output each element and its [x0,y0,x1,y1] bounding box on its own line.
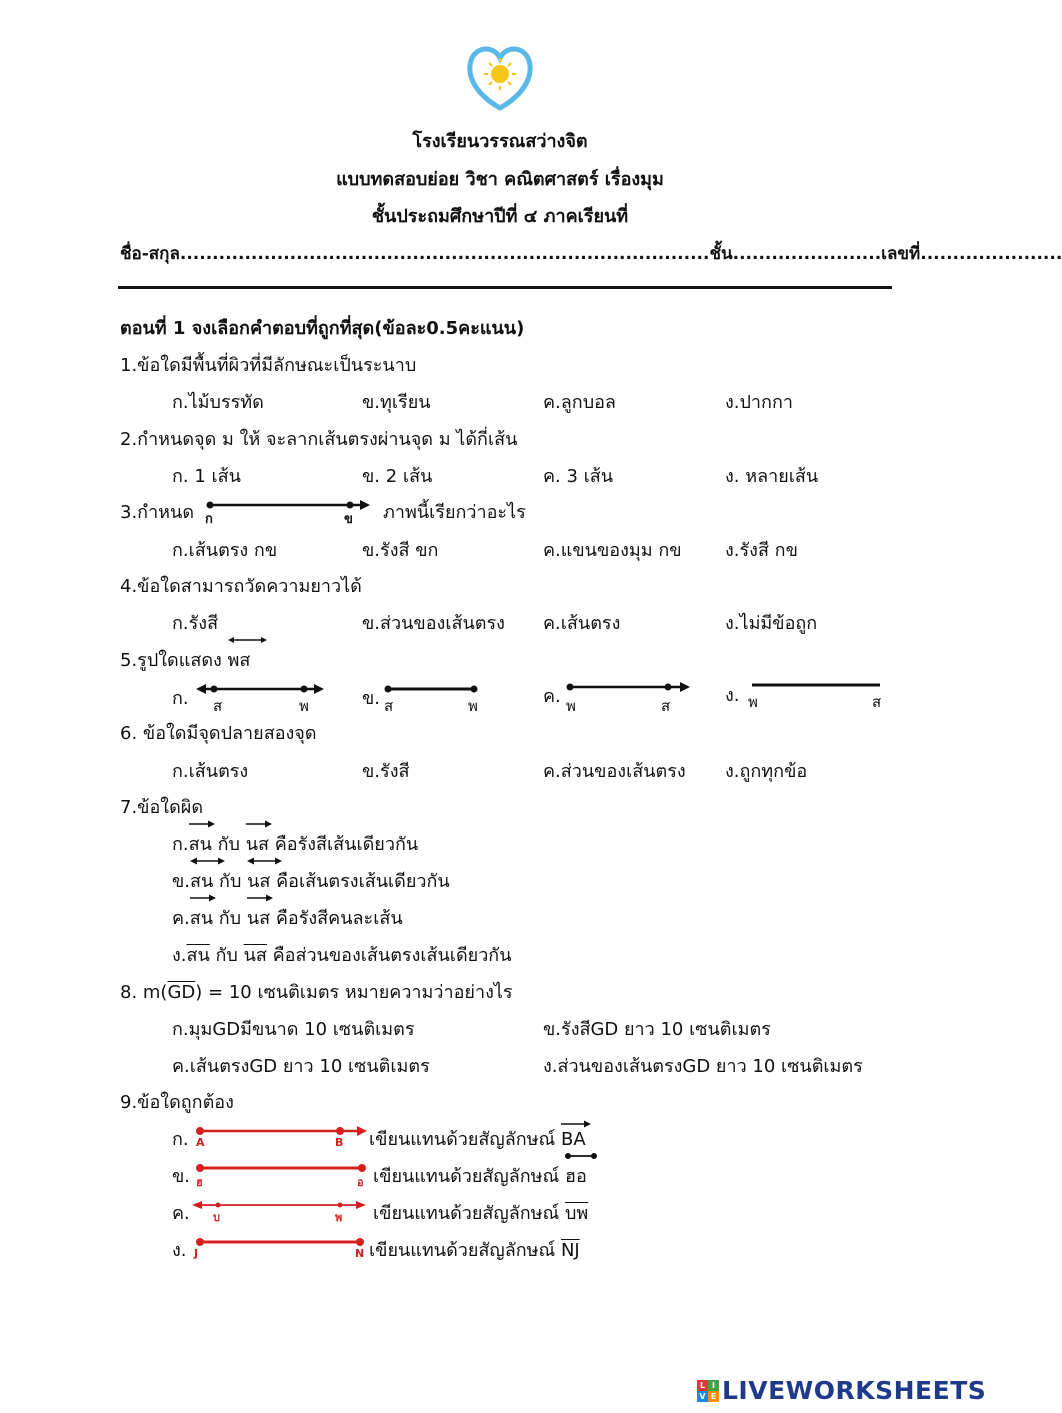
q9-b-point-2: อ [357,1176,364,1189]
q7-a-ray-2: นส [246,829,269,858]
q3-option-b[interactable]: ข.รังสี ขก [362,540,439,561]
q9-a-point-2: B [335,1136,344,1149]
question-1: 1.ข้อใดมีพื้นที่ผิวที่มีลักษณะเป็นระนาบ [120,355,417,376]
school-name: โรงเรียนวรรณสว่างจิต [412,131,588,152]
class-field[interactable]: ....................... [732,244,882,264]
q7-d-segment-2: นส [243,945,267,966]
class-label: ชั้น [709,244,733,264]
q5-a-point-2: พ [299,697,309,715]
question-4: 4.ข้อใดสามารถวัดความยาวได้ [120,576,362,597]
q8-option-b[interactable]: ข.รังสีGD ยาว 10 เซนติเมตร [543,1019,771,1040]
q4-option-b[interactable]: ข.ส่วนของเส้นตรง [362,613,505,634]
q9-d-point-2: N [355,1247,365,1260]
q5-c-point-2: ส [661,697,671,715]
q6-option-c[interactable]: ค.ส่วนของเส้นตรง [543,761,686,782]
q5-option-a-label[interactable]: ก. [172,688,189,709]
q9-option-d-label[interactable]: ง. [172,1240,187,1261]
ray-arrow-icon [246,819,272,829]
q7-b-line-2: นส [247,866,270,895]
liveworksheets-brand: LIVEWORKSHEETS [722,1376,987,1405]
q7-option-c[interactable]: ค. สน กับ นส คือรังสีคนละเส้น [172,903,403,932]
q9-d-segment-symbol: $\overline{NJ}$ [560,1240,580,1261]
q1-option-c[interactable]: ค.ลูกบอล [543,392,616,413]
q8-segment-symbol: $\overline{GD}$ [167,982,196,1003]
segment-dots-icon [565,1151,597,1161]
q5-b-point-1: ส [384,697,394,715]
q8-option-d[interactable]: ง.ส่วนของเส้นตรงGD ยาว 10 เซนติเมตร [543,1056,863,1077]
number-label: เลขที่ [881,244,921,264]
q2-option-a[interactable]: ก. 1 เส้น [172,466,241,487]
q7-c-ray-1: สน [190,903,213,932]
q9-option-d-caption: เขียนแทนด้วยสัญลักษณ์ $\overline{NJ}$ [369,1240,580,1261]
q8-option-a[interactable]: ก.มุมGDมีขนาด 10 เซนติเมตร [172,1019,415,1040]
question-7: 7.ข้อใดผิด [120,797,204,818]
q2-option-c[interactable]: ค. 3 เส้น [543,466,614,487]
question-5 [120,645,250,674]
q1-option-d[interactable]: ง.ปากกา [725,392,793,413]
section-title: ตอนที่ 1 จงเลือกคำตอบที่ถูกที่สุด(ข้อละ0.5คะแนน) [120,318,525,339]
school-logo-icon [462,42,538,114]
q5-option-d-line[interactable] [750,680,882,692]
q3-option-c[interactable]: ค.แขนของมุม กข [543,540,682,561]
q2-option-b[interactable]: ข. 2 เส้น [362,466,433,487]
double-arrow-icon [228,635,268,645]
student-info-line [120,240,1062,267]
q9-b-segment-symbol: ฮอ [565,1161,587,1190]
q1-option-b[interactable]: ข.ทุเรียน [362,392,431,413]
q4-option-a[interactable]: ก.รังสี [172,613,219,634]
q5-option-d-label[interactable]: ง. [725,685,740,706]
q5-c-point-1: พ [566,697,576,715]
q4-option-d[interactable]: ง.ไม่มีข้อถูก [725,613,818,634]
q5-option-c-label[interactable]: ค. [543,686,561,707]
q7-c-ray-2: นส [247,903,270,932]
q7-option-a[interactable]: ก. สน กับ นส คือรังสีเส้นเดียวกัน [172,829,418,858]
question-3-prefix: 3.กำหนด [120,502,195,523]
q8-option-c[interactable]: ค.เส้นตรงGD ยาว 10 เซนติเมตร [172,1056,430,1077]
q5-b-point-2: พ [468,697,478,715]
q6-option-a[interactable]: ก.เส้นตรง [172,761,249,782]
q3-option-d[interactable]: ง.รังสี กข [725,540,798,561]
q6-option-b[interactable]: ข.รังสี [362,761,410,782]
q5-d-point-2: ส [872,693,882,711]
q9-option-a-label[interactable]: ก. [172,1129,189,1150]
number-field[interactable]: ...................... [920,244,1062,264]
q5-option-b-line[interactable] [382,680,482,700]
q5-d-point-1: พ [748,693,758,711]
question-8: 8. $m(\overline{GD}) = 10$ เซนติเมตร หมายความว่าอย่างไร [120,982,513,1003]
liveworksheets-logo-icon: L I V E [697,1380,719,1402]
q5-option-c-line[interactable] [564,678,694,698]
q3-point-2: ข [344,512,353,527]
q9-b-point-1: ฮ [196,1176,203,1189]
q2-option-d[interactable]: ง. หลายเส้น [725,466,819,487]
q9-option-a-caption: เขียนแทนด้วยสัญลักษณ์ BA [369,1124,586,1153]
question-2: 2.กำหนดจุด ม ให้ จะลากเส้นตรงผ่านจุด ม ได้กี่เส้น [120,429,518,450]
header-divider [118,286,892,289]
q5-a-point-1: ส [213,697,223,715]
q7-option-d[interactable]: ง.สน กับ นส คือส่วนของเส้นตรงเส้นเดียวกัน [172,945,512,966]
q9-option-c-label[interactable]: ค. [172,1203,190,1224]
q5-option-b-label[interactable]: ข. [362,688,381,709]
name-field[interactable]: .................................................................................. [179,244,710,264]
q9-d-point-1: J [194,1247,199,1260]
question-6: 6. ข้อใดมีจุดปลายสองจุด [120,723,317,744]
q9-a-point-1: A [196,1136,205,1149]
q9-option-d-figure[interactable] [192,1235,368,1251]
q9-a-ray-symbol: BA [561,1129,586,1150]
q3-option-a[interactable]: ก.เส้นตรง กข [172,540,278,561]
q9-option-c-caption: เขียนแทนด้วยสัญลักษณ์ บพ [373,1203,589,1224]
q5-line-symbol: พส [228,645,251,674]
name-label: ชื่อ-สกุล [120,244,180,264]
double-arrow-icon [247,856,283,866]
q5-prefix: 5.รูปใดแสดง [120,650,222,671]
ray-arrow-icon [561,1119,591,1129]
q7-d-segment-1: สน [186,945,210,966]
q1-option-a[interactable]: ก.ไม้บรรทัด [172,392,264,413]
double-arrow-icon [190,856,226,866]
q9-c-segment-symbol: บพ [564,1203,589,1224]
q4-option-c[interactable]: ค.เส้นตรง [543,613,621,634]
q9-c-point-1: บ [213,1211,220,1224]
question-3-suffix: ภาพนี้เรียกว่าอะไร [383,502,526,523]
q7-b-line-1: สน [190,866,213,895]
q9-option-b-label[interactable]: ข. [172,1166,191,1187]
grade-line: ชั้นประถมศึกษาปีที่ ๔ ภาคเรียนที่ [371,206,629,227]
q7-a-ray-1: สน [189,829,212,858]
quiz-title: แบบทดสอบย่อย วิชา คณิตศาสตร์ เรื่องมุม [336,169,664,190]
ray-arrow-icon [247,893,273,903]
q7-option-b[interactable]: ข. สน กับ นส คือเส้นตรงเส้นเดียวกัน [172,866,450,895]
q9-c-point-2: พ [335,1211,343,1224]
q9-option-b-caption: เขียนแทนด้วยสัญลักษณ์ ฮอ [373,1161,587,1190]
ray-arrow-icon [189,819,215,829]
q3-point-1: ก [205,512,213,527]
ray-arrow-icon [190,893,216,903]
q6-option-d[interactable]: ง.ถูกทุกข้อ [725,761,808,782]
q9-option-b-figure[interactable] [192,1161,368,1177]
question-9: 9.ข้อใดถูกต้อง [120,1092,234,1113]
